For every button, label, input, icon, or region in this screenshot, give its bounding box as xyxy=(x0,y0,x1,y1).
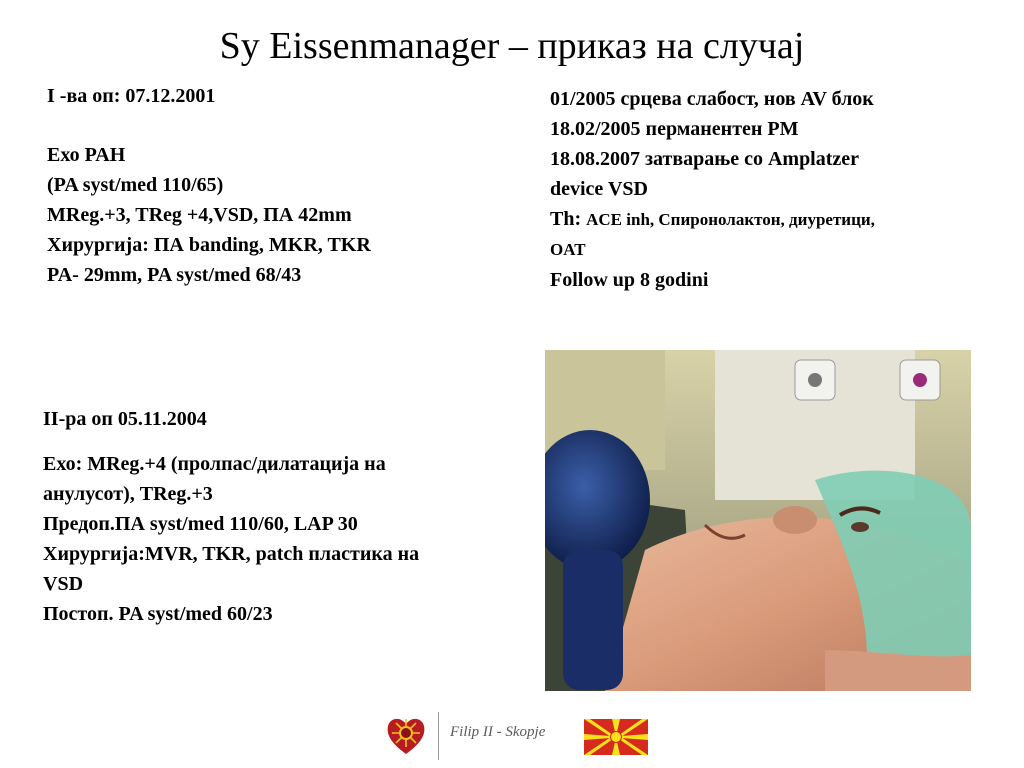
therapy-drugs: ACE inh, Спиронолактон, диуретици, xyxy=(586,210,875,229)
therapy-drugs-continued: OAT xyxy=(550,240,586,259)
follow-up-line: 18.02/2005 перманентен PM xyxy=(550,118,799,140)
second-operation-heading: II-ра оп 05.11.2004 xyxy=(43,408,207,430)
heart-sun-logo-icon xyxy=(384,713,428,757)
second-operation-block xyxy=(43,404,419,629)
patient-photo xyxy=(545,350,971,691)
second-operation-line: Хирургија:MVR, TKR, patch пластика на xyxy=(43,543,420,565)
first-operation-line: PA- 29mm, PA syst/med 68/43 xyxy=(47,264,302,286)
follow-up-duration: Follow up 8 godini xyxy=(550,269,709,291)
footer-divider xyxy=(438,712,439,760)
follow-up-block xyxy=(550,84,875,295)
first-operation-line: (PA syst/med 110/65) xyxy=(47,174,224,196)
spacer xyxy=(47,110,371,140)
second-operation-line: Предоп.ПА syst/med 110/60, LAP 30 xyxy=(43,513,358,535)
first-operation-line: Хирургија: ПА banding, MKR, TKR xyxy=(47,234,371,256)
second-operation-line: анулусот), TReg.+3 xyxy=(43,483,213,505)
first-operation-heading: I -ва оп: 07.12.2001 xyxy=(47,85,216,107)
macedonia-flag-icon xyxy=(584,719,648,755)
follow-up-line: device VSD xyxy=(550,178,648,200)
first-operation-block xyxy=(47,82,371,290)
second-operation-line: VSD xyxy=(43,573,84,595)
follow-up-line: 01/2005 срцева слабост, нов AV блок xyxy=(550,88,874,110)
footer-text: Filip II - Skopje xyxy=(450,724,546,740)
therapy-line xyxy=(550,204,875,235)
first-operation-line: Ехо PAH xyxy=(47,144,126,166)
second-operation-line: Постоп. PA syst/med 60/23 xyxy=(43,603,273,625)
second-operation-line: Ехо: MReg.+4 (пролпас/дилатација на xyxy=(43,453,386,475)
follow-up-line: 18.08.2007 затварање со Amplatzer xyxy=(550,148,860,170)
therapy-prefix: Th: xyxy=(550,208,587,230)
slide-title: Sy Eissenmanager – приказ на случај xyxy=(219,25,805,67)
first-operation-line: MReg.+3, TReg +4,VSD, ПА 42mm xyxy=(47,204,352,226)
